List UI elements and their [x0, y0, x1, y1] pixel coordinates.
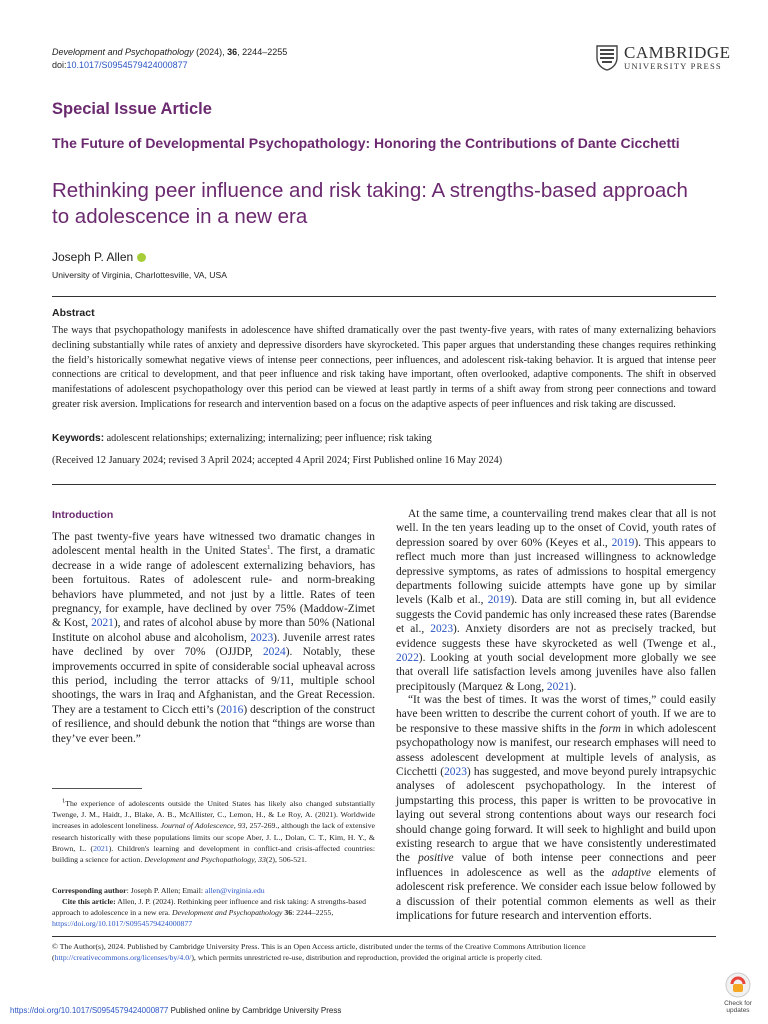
- header-rule: [52, 296, 716, 297]
- corresponding-author: Corresponding author: Joseph P. Allen; Email: allen@virginia.edu: [52, 886, 265, 895]
- license-rule: [52, 936, 716, 937]
- citation-link[interactable]: 2022: [396, 652, 419, 665]
- affiliation: University of Virginia, Charlottesville, VA, USA: [52, 270, 227, 280]
- orcid-icon[interactable]: [137, 253, 146, 262]
- check-for-updates-icon: [725, 972, 751, 998]
- email-link[interactable]: allen@virginia.edu: [205, 886, 265, 895]
- abstract-text: The ways that psychopathology manifests in adolescence have shifted dramatically over the past twenty-five years, with rates of many externalizing behaviors declining substantially while rates of anxiety and depressive disorders have skyrocketed. This paper argues that understanding these changes requires rethinking the field’s historically somewhat negative views of intense peer connections, peer influences, and adolescent risk-taking behavior. It is argued that intense peer connections are critical to development, and that peer influence and risk taking have important, often overlooked, adaptive components. The shift in observed manifestations of adolescent psychopathology over this period can be viewed at least partly in terms of a shift away from strong peer connections and toward greater risk aversion. Implications for research and intervention based on a focus on the adaptive aspects of peer influences and risk taking are discussed.: [52, 325, 716, 410]
- publisher-logo: [624, 44, 731, 71]
- citation-link[interactable]: 2023: [444, 766, 467, 779]
- cite-doi-link[interactable]: https://doi.org/10.1017/S0954579424000877: [52, 919, 193, 929]
- citation-link[interactable]: 2021: [93, 843, 109, 853]
- cambridge-shield-icon: [596, 45, 618, 71]
- publisher-subname: UNIVERSITY PRESS: [624, 61, 722, 71]
- doi-prefix: doi:: [52, 60, 67, 70]
- keywords-label: Keywords:: [52, 433, 105, 444]
- keywords-list: adolescent relationships; externalizing; internalizing; peer influence; risk taking: [106, 433, 432, 444]
- footnote-rule: [52, 788, 142, 789]
- footnote: $^1$The experience of adolescents outside the United States has likely also changed substantially Twenge, J. M., Haidt, J., Blake, A. B., McAllister, C., Lemon, H., & Le Roy, A. (2021). Worldwide increases in adolescent loneliness. Journal of Adolescence, 93, 257-269., although the lack of extensive research historically with these populations limits our scope Aber, J. L., Dolan, C. T., Kim, H. Y., & Brown, L. (2021). Children's learning and development in conflict-and crisis-affected countries: building a science for action. Development and Psychopathology, 33(2), 506-521.: [52, 797, 376, 865]
- abstract-heading: Abstract: [52, 307, 95, 319]
- license-text: © The Author(s), 2024. Published by Cambridge University Press. This is an Open Access article, distributed under the terms of the Creative Commons Attribution licence (http://creativecommons.org/licenses/by/4.0/), which permits unrestricted re-use, distribution and reproduction, provided the original article is properly cited.: [52, 942, 586, 963]
- article-title: Rethinking peer influence and risk taking: A strengths-based approach to adolescence in a new era: [52, 179, 688, 228]
- citation-link[interactable]: 2023: [250, 631, 274, 644]
- section-heading-introduction: Introduction: [52, 509, 114, 521]
- citation-link[interactable]: 2019: [611, 536, 635, 549]
- citation-link[interactable]: 2021: [91, 617, 114, 630]
- citation-link[interactable]: 2023: [430, 623, 454, 636]
- check-for-updates-label: Check for updates: [724, 1000, 752, 1014]
- journal-citation: [52, 46, 287, 72]
- journal-name: Development and Psychopathology: [52, 47, 194, 57]
- footer-published: Published online by Cambridge University Press: [168, 1006, 342, 1015]
- intro-paragraph-2: At the same time, a countervailing trend makes clear that all is not well. In the ten years leading up to the onset of Covid, youth rates of depression soared by over 60% (Keyes et al., 2019). This appears to reflect much more than just increased willingness to acknowledge depressive symptoms, as rates of admissions to hospital emergency departments following suicide attempts have gone up by similar levels (Kalb et al., 2019). Data are still coming in, but all evidence suggests the Covid pandemic has only increased these rates (Barendse et al., 2023). Anxiety disorders are not as precisely tracked, but evidence suggests these have skyrocketed as well (Twenge et al., 2022). Looking at youth social development more globally we see that overall life satisfaction levels among juveniles have also fallen precipitously (Marquez & Long, 2021).: [396, 508, 716, 693]
- journal-pages: , 2244–2255: [237, 47, 288, 57]
- citation-link[interactable]: 2016: [220, 703, 244, 716]
- author-line: [52, 250, 146, 264]
- article-type: Special Issue Article: [52, 100, 212, 118]
- author-name[interactable]: Joseph P. Allen: [52, 250, 134, 264]
- doi-link[interactable]: 10.1017/S0954579424000877: [66, 60, 188, 70]
- citation-link[interactable]: 2019: [487, 594, 511, 607]
- footer-doi-line: [10, 1006, 341, 1015]
- issue-title: The Future of Developmental Psychopathology: Honoring the Contributions of Dante Cicchetti: [52, 135, 680, 151]
- citation-link[interactable]: 2021: [546, 680, 570, 693]
- keywords: [52, 433, 716, 444]
- cite-this-article: Cite this article: Allen, J. P. (2024). Rethinking peer influence and risk taking: A strengths-based approach to adolescence in a new era. Development and Psychopathology 36: 2244–2255, https://doi.org/10.1017/S0954579424000877: [52, 897, 367, 929]
- journal-year: (2024),: [196, 47, 225, 57]
- footer-doi-link[interactable]: https://doi.org/10.1017/S0954579424000877: [10, 1006, 169, 1015]
- citation-link[interactable]: 2024: [262, 646, 286, 659]
- abstract-rule: [52, 484, 716, 485]
- received-dates: (Received 12 January 2024; revised 3 April 2024; accepted 4 April 2024; First Published online 16 May 2024): [52, 455, 503, 466]
- journal-volume: 36: [227, 47, 238, 57]
- intro-paragraph-3: “It was the best of times. It was the worst of times,” could easily have been written to describe the current cohort of youth. If we are to be responsive to these massive shifts in the form in which adolescent psychopathology now is manifest, our research emphases will need to assess adolescent development at multiple levels of analysis, as Cicchetti (2023) has suggested, and move beyond purely intrapsychic analyses of adolescent psychopathology. In the interest of jumpstarting this process, this paper is written to be provocative in laying out several strong contentions about ways our research foci should change going forward. It will seek to highlight and build upon existing research to argue that we have consistently underestimated the positive value of both intense peer connections and peer influences in adolescence as well as the adaptive elements of adolescent risk preference. We consider each issue below followed by a discussion of their potential common elements as well as their implications for future research and intervention efforts.: [396, 694, 717, 923]
- intro-paragraph-1: The past twenty-five years have witnessed two dramatic changes in adolescent mental health in the United States$^1$. The first, a dramatic decrease in a wide range of adolescent externalizing behaviors, has been fortuitous. Rates of adolescent rule- and norm-breaking behaviors have plummeted, and not just by a little. Rates of teen pregnancy, for example, have declined by over 75% (Maddow-Zimet & Kost, 2021), and rates of alcohol abuse by more than 50% (National Institute on alcohol abuse and alcoholism, 2023). Juvenile arrest rates have declined by over 70% (OJJDP, 2024). Notably, these improvements occurred in spite of considerable social upheaval across this period, including the terror attacks of 9/11, multiple school shootings, the wars in Iraq and Afghanistan, and the Great Recession. They are a testament to Cicch etti’s (2016) description of the construct of resilience, and should debunk the notion that “things are worse than they’ve ever been.”: [52, 531, 376, 745]
- publisher-name: CAMBRIDGE: [624, 43, 731, 62]
- license-link[interactable]: http://creativecommons.org/licenses/by/4.0/: [54, 953, 192, 963]
- footnote-marker[interactable]: 1: [267, 544, 271, 552]
- check-for-updates-button[interactable]: [718, 972, 758, 1020]
